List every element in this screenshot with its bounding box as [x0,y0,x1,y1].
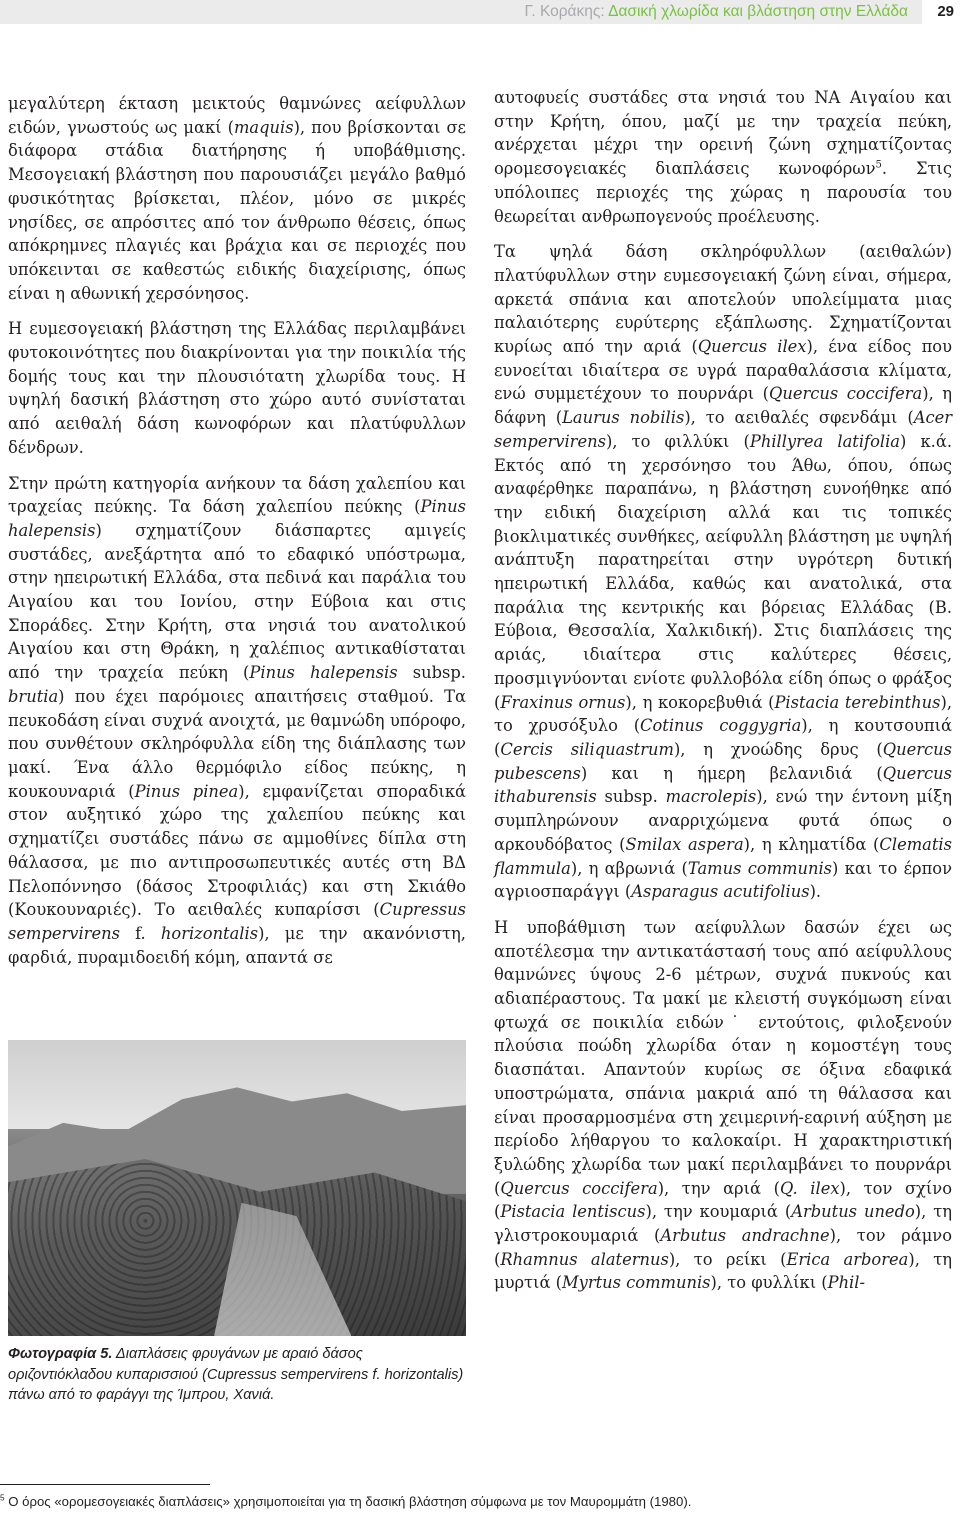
footnote-rule [0,1484,210,1485]
paragraph: μεγαλύτερη έκταση μεικτούς θαμνώνες αείφυλλων ειδών, γνωστούς ως μακί (maquis), που βρίσκονται σε διάφορα στάδια διατήρησης ή υποβάθμισης. Μεσογειακή βλάστηση που παρουσιάζει μεγάλο βαθμό φυσικότητας βρίσκεται, πλέον, μόνο σε μικρές νησίδες, σε απρόσιτες από τον άνθρωπο θέσεις, όπως απόκρημνες πλαγιές και βράχια και σε περιοχές που υπόκεινται σε καθεστώς ειδικής διαχείρισης, όπως είναι η αθωνική χερσόνησος. [8,94,466,303]
running-head [525,2,909,22]
paragraph: αυτοφυείς συστάδες στα νησιά του ΝΑ Αιγαίου και στην Κρήτη, όπου, μαζί με την τραχεία πεύκη, ανέρχεται μέχρι την ορεινή ζώνη σχηματίζοντας ορομεσογειακές διαπλάσεις κωνοφόρων$^5$. Στις υπόλοιπες περιοχές της χώρας η παρουσία του θεωρείται ανθρωπογενούς προέλευσης. [494,88,952,226]
caption-label: Φωτογραφία 5. [8,1346,113,1362]
footnote [0,1493,960,1510]
footnote-marker: 5 [0,1493,5,1503]
paragraph: Η υποβάθμιση των αείφυλλων δασών έχει ως αποτέλεσμα την αντικατάστασή τους από αείφυλλους θαμνώνες ύψους 2-6 μέτρων, συχνά πυκνούς και αδιαπέραστους. Τα μακί με κλειστή συγκόμωση είναι φτωχά σε ποικιλία ειδών˙ εντούτοις, φιλοξενούν πλούσια ποώδη χλωρίδα όταν η κομοστέγη τους διασπάται. Απαντούν κυρίως σε όξινα εδαφικά υποστρώματα, σπάνια μακριά από τη θάλασσα και είναι προσαρμοσμένα στη χειμερινή-εαρινή αύξηση με περίοδο λήθαργου το καλοκαίρι. Η χαρακτηριστική ξυλώδης χλωρίδα των μακί περιλαμβάνει το πουρνάρι (Quercus coccifera), την αριά (Q. ilex), τον σχίνο (Pistacia lentiscus), την κουμαριά (Arbutus unedo), τη γλιστροκουμαριά (Arbutus andrachne), τον ράμνο (Rhamnus alaternus), το ρείκι (Erica arborea), τη μυρτιά (Myrtus communis), το φυλλίκι (Phil- [494,917,953,1293]
landscape-photo [8,1040,466,1336]
running-head-title: Δασική χλωρίδα και βλάστηση στην Ελλάδα [608,3,908,20]
left-column [8,92,466,981]
paragraph: Στην πρώτη κατηγορία ανήκουν τα δάση χαλεπίου και τραχείας πεύκης. Τα δάση χαλεπίου πεύκης (Pinus halepensis) σχηματίζουν διάσπαρτες αμιγείς συστάδες, ανεξάρτητα από το εδαφικό υπόστρωμα, στην ηπειρωτική Ελλάδα, στα πεδινά και παράλια του Αιγαίου και του Ιονίου, στην Εύβοια και στις Σποράδες. Στην Κρήτη, στα νησιά του ανατολικού Αιγαίου και στη Θράκη, η χαλέπιος αντικαθίσταται από την τραχεία πεύκη (Pinus halepensis subsp. brutia) που έχει παρόμοιες απαιτήσεις σταθμού. Τα πευκοδάση είναι συχνά ανοιχτά, με θαμνώδη υπόροφο, που συνθέτουν σκληρόφυλλα είδη της διάπλασης των μακί. Ένα άλλο θερμόφιλο είδος πεύκης, η κουκουναριά (Pinus pinea), εμφανίζεται σποραδικά στον αυξητικό χώρο της χαλεπίου πεύκης και σχηματίζει συστάδες πάνω σε αμμοθίνες δίπλα στη θάλασσα, με πιο αντιπροσωπευτικές αυτές στη ΒΔ Πελοπόννησο (δάσος Στροφιλιάς) και στη Σκιάθο (Κουκουναριές). Το αειθαλές κυπαρίσσι (Cupressus sempervirens f. horizontalis), με την ακανόνιστη, φαρδιά, πυραμιδοειδή κόμη, απαντά σε [8,473,466,967]
paragraph: Τα ψηλά δάση σκληρόφυλλων (αειθαλών) πλατύφυλλων στην ευμεσογειακή ζώνη είναι, σήμερα, αρκετά σπάνια και αποτελούν υπολείμματα μιας παλαιότερης ευρύτερης εξάπλωσης. Σχηματίζονται κυρίως από την αριά (Quercus ilex), ένα είδος που ευνοείται ιδιαίτερα σε υγρά παραθαλάσσια κλίματα, ενώ συμμετέχουν το πουρνάρι (Quercus coccifera), η δάφνη (Laurus nobilis), το αειθαλές σφενδάμι (Acer sempervirens), το φιλλύκι (Phillyrea latifolia) κ.ά. Εκτός από τη χερσόνησο του Άθω, όπου, όπως αναφέρθηκε παραπάνω, η βλάστηση ευνοήθηκε από την ειδική διαχείριση αλλά και τις τοπικές βιοκλιματικές συνθήκες, αείφυλλη βλάστηση με υψηλή ανάπτυξη παρατηρείται στην υγρότερη δυτική ηπειρωτική Ελλάδα, καθώς και ανατολικά, στα παράλια της κεντρικής και βόρειας Ελλάδας (Β. Εύβοια, Θεσσαλία, Χαλκιδική). Στις διαπλάσεις της αριάς, ιδιαίτερα στις καλύτερες θέσεις, προσμιγνύονται ενίοτε φυλλοβόλα είδη όπως ο φράξος (Fraxinus ornus), η κοκορεβυθιά (Pistacia terebinthus), το χρυσόξυλο (Cotinus coggygria), η κουτσουπιά (Cercis siliquastrum), η χνοώδης δρυς (Quercus pubescens) και η ήμερη βελανιδιά (Quercus ithaburensis subsp. macrolepis), ενώ την έντονη μίξη συμπληρώνουν αναρριχώμενα φυτά όπως ο αρκουδόβατος (Smilax aspera), η κληματίδα (Clematis flammula), η αβρωνιά (Tamus communis) και το έρπον αγριοσπαράγγι (Asparagus acutifolius). [494,242,952,902]
photo-caption [8,1344,466,1406]
right-column [494,86,952,1307]
page-header [0,0,960,32]
running-head-author: Γ. Κοράκης: [524,3,609,20]
footnote-text: Ο όρος «ορομεσογειακές διαπλάσεις» χρησιμοποιείται για τη δασική βλάστηση σύμφωνα με τον Μαυρομμάτη (1980). [4,1494,692,1509]
page-number: 29 [937,3,954,20]
paragraph: Η ευμεσογειακή βλάστηση της Ελλάδας περιλαμβάνει φυτοκοινότητες που διακρίνονται για την ποικιλία τής δομής τους και την πλουσιότατη χλωρίδα τους. Η υψηλή δασική βλάστηση στο χώρο αυτό συνίσταται από αειθαλή δάση κωνοφόρων και πλατύφυλλων δένδρων. [8,319,466,457]
footnote-ref: 5 [875,159,882,171]
caption-text: Διαπλάσεις φρυγάνων με αραιό δάσος οριζοντιόκλαδου κυπαρισσιού (Cupressus sempervirens f. horizontalis) πάνω από το φαράγγι της Ίμπρου, Χανιά. [8,1346,464,1403]
